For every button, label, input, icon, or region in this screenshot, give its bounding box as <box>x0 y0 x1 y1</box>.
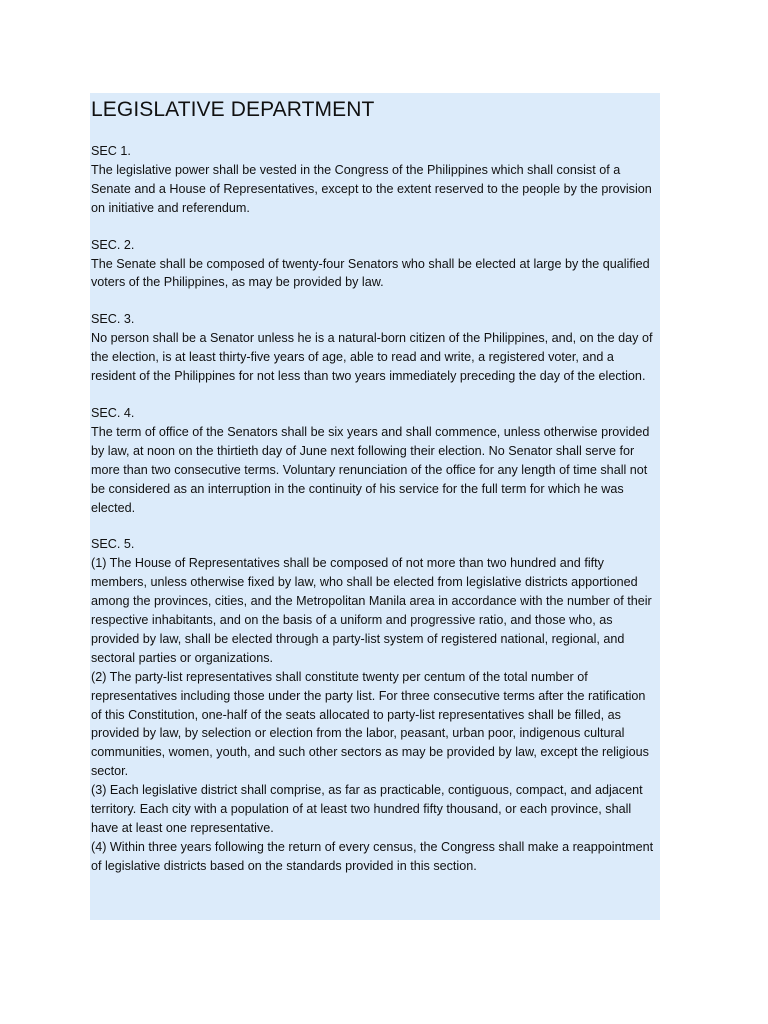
section-3 <box>91 310 658 386</box>
section-paragraph: (4) Within three years following the return of every census, the Congress shall make a reappointment of legislative districts based on the standards provided in this section. <box>91 839 654 873</box>
section-paragraph: The Senate shall be composed of twenty-four Senators who shall be elected at large by the qualified voters of the Philippines, as may be provided by law. <box>91 256 650 290</box>
section-1 <box>91 142 658 218</box>
section-4 <box>91 404 658 517</box>
section-paragraph: (2) The party-list representatives shall constitute twenty per centum of the total number of representatives including those under the party list. For three consecutive terms after the ratification of this Constitution, one-half of the seats allocated to party-list representatives shall be filled, as provided by law, by selection or election from the labor, peasant, urban poor, indigenous cultural communities, women, youth, and such other sectors as may be provided by law, except the religious sector. <box>91 669 649 779</box>
section-paragraph: (1) The House of Representatives shall be composed of not more than two hundred and fifty members, unless otherwise fixed by law, who shall be elected from legislative districts apportioned among the provinces, cities, and the Metropolitan Manila area in accordance with the number of their respective inhabitants, and on the basis of a uniform and progressive ratio, and those who, as provided by law, shall be elected through a party-list system of registered national, regional, and sectoral parties or organizations. <box>91 556 652 665</box>
section-heading: SEC. 4. <box>91 405 135 420</box>
highlighted-text-block <box>90 93 660 920</box>
section-heading: SEC 1. <box>91 144 131 158</box>
section-paragraph: The legislative power shall be vested in the Congress of the Philippines which shall consist of a Senate and a House of Representatives, except to the extent reserved to the people by the provision on initiative and referendum. <box>91 162 652 215</box>
section-paragraph: No person shall be a Senator unless he is a natural-born citizen of the Philippines, and, on the day of the election, is at least thirty-five years of age, able to read and write, a registered voter, and a resident of the Philippines for not less than two years immediately preceding the day of the election. <box>91 331 653 384</box>
document-title: LEGISLATIVE DEPARTMENT <box>91 98 375 121</box>
section-5 <box>91 535 658 875</box>
section-paragraph: (3) Each legislative district shall comprise, as far as practicable, contiguous, compact, and adjacent territory. Each city with a population of at least two hundred fifty thousand, or each province, shall have at least one representative. <box>91 783 643 835</box>
section-paragraph: The term of office of the Senators shall be six years and shall commence, unless otherwise provided by law, at noon on the thirtieth day of June next following their election. No Senator shall serve for more than two consecutive terms. Voluntary renunciation of the office for any length of time shall not be considered as an interruption in the continuity of his service for the full term for which he was elected. <box>91 424 650 515</box>
section-heading: SEC. 2. <box>91 237 135 252</box>
section-2 <box>91 236 658 293</box>
section-heading: SEC. 3. <box>91 312 135 327</box>
section-heading: SEC. 5. <box>91 537 135 552</box>
